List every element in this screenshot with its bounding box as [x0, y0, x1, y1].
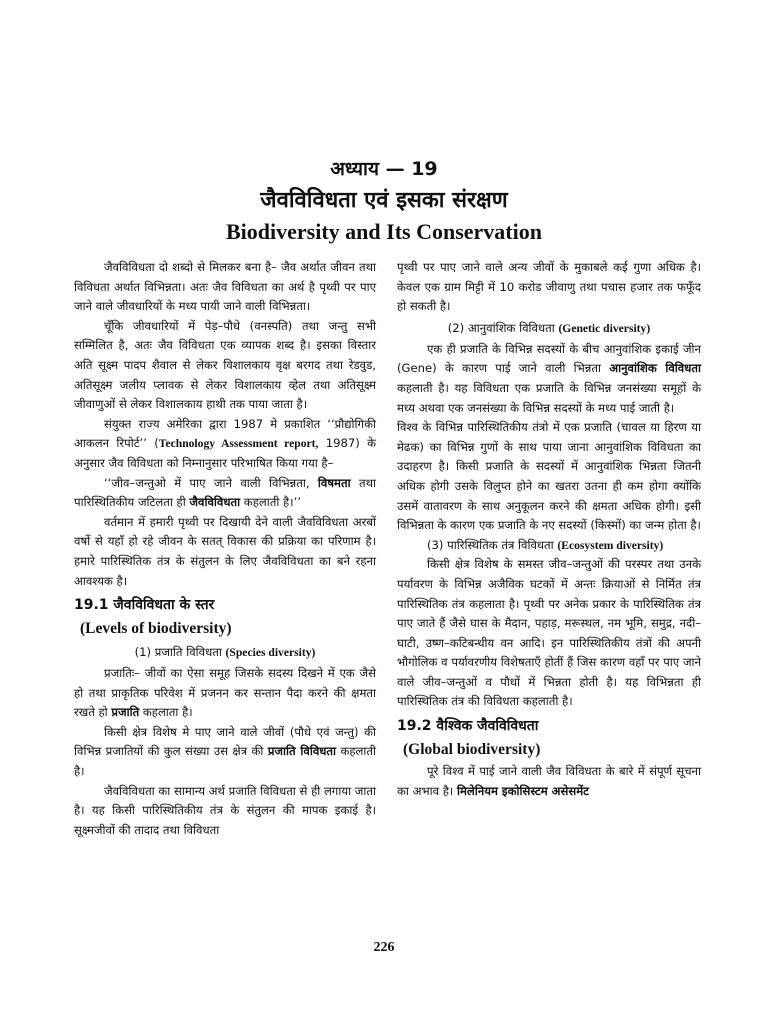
paragraph: जैवविविधता दो शब्दो से मिलकर बना है– जैव अर्थात जीवन तथा विविधता अर्थात विभिन्नता। अतः जैव विविधता का अर्थ है पृथ्वी पर पाए जाने वाले जीवधारियों के मध्य पायी जाने वाली विभिन्नता। [74, 260, 376, 314]
paragraph: संयुक्त राज्य अमेरिका द्वारा 1987 मे प्रकाशित ‘‘प्रौद्योगिकी आकलन रिपोर्ट’’ (Technology Assessment report, 1987) के अनुसार जैव विविधता को निम्नानुसार परिभाषित किया गया है– [74, 416, 376, 470]
right-column [397, 258, 701, 801]
paragraph: किसी क्षेत्र विशेष मे पाए जाने वाले जीवों (पौधे एवं जन्तु) की विभिन्न प्रजातियों की कुल संख्या उस क्षेत्र की प्रजाति विविधता कहलाती है। [74, 724, 376, 779]
paragraph: चूँकि जीवधारियों में पेड़–पौधे (वनस्पति) तथा जन्तु सभी सम्मिलित है, अतः जैव विविधता एक व्यापक शब्द है। इसका विस्तार अति सूक्ष्म पादप शैवाल से लेकर विशालकाय वृक्ष बरगद तथा रेडवुड, अतिसूक्ष्म जलीय प्लावक से लेकर विशालकाय व्हेल तथा अतिसूक्ष्म जीवाणुओं से लेकर विशालकाय हाथी तक पाया जाता है। [74, 318, 376, 412]
subsection-title: (1) प्रजाति विविधता (Species diversity) [134, 645, 316, 660]
section-title-english: (Global biodiversity) [403, 741, 541, 759]
subsection-title: (2) आनुवांशिक विविधता (Genetic diversity) [447, 320, 651, 335]
english-term: Technology Assessment report, [158, 437, 319, 451]
paragraph: प्रजातिः– जीवों का ऐसा समूह जिसके सदस्य दिखने में एक जैसे हो तथा प्राकृतिक परिवेश में प्रजनन कर सन्तान पैदा करने की क्षमता रखते हो प्रजाति कहलाता है। [74, 666, 376, 720]
paragraph: किसी क्षेत्र विशेष के समस्त जीव–जन्तुओं की परस्पर तथा उनके पर्यावरण के विभिन्न अजैविक घटकों में अन्तः क्रियाओं से निर्मित तंत्र पारिस्थितिक तंत्र कहलाता है। पृथ्वी पर अनेक प्रकार के पारिस्थितिक तंत्र पाए जाते हैं जैसे घास के मैदान, पहाड़, मरूस्थल, नम भूमि, समुद्र, नदी–घाटी, उष्ण–कटिबन्धीय वन आदि। इन पारिस्थितिकीय तंत्रों की अपनी भौगोलिक व पर्यावरणीय विशेषताएँ होतीं हैं जिस कारण वहाँ पर पाए जाने वाले जीव–जन्तुओं व पौधों में भिन्नता होती है। यह विभिन्नता ही पारिस्थितिक तंत्र की विविधता कहलाती है। [397, 557, 701, 709]
paragraph: जैवविविधता का सामान्य अर्थ प्रजाति विविधता से ही लगाया जाता है। यह किसी पारिस्थितिकीय तंत्र के संतुलन की मापक इकाई है। सूक्ष्मजीवों की तादाद तथा विविधता [74, 783, 376, 837]
paragraph: पृथ्वी पर पाए जाने वाले अन्य जीवों के मुकाबले कई गुणा अधिक है। केवल एक ग्राम मिट्टी में 10 करोड जीवाणु तथा पचास हजार तक फफूँद हो सकती है। [397, 260, 701, 314]
paragraph: विश्व के विभिन्न पारिस्थितिकीय तंत्रो में एक प्रजाति (चावल या हिरण या मेढक) का विभिन्न गुणों के साथ पाया जाना आनुवांशिक विविधता का उदाहरण है। किसी प्रजाति के सदस्यों में आनुवांशिक भिन्नता जितनी अधिक होगी उसके विलुप्त होने का खतरा उतना ही कम होगा क्योंकि उसमें वातावरण के साथ अनुकूलन करने की क्षमता अधिक होगी। इसी विभिन्नता के कारण एक प्रजाति के नए सदस्यों (किस्मों) का जन्म होता है। [397, 420, 701, 533]
chapter-number: अध्याय — 19 [330, 158, 438, 180]
section-title: 19.1 जैवविविधता के स्तर [74, 597, 215, 614]
subsection-title: (3) पारिस्थितिक तंत्र विविधता (Ecosystem diversity) [427, 537, 664, 552]
left-column [74, 258, 376, 840]
paragraph: एक ही प्रजाति के विभिन्न सदस्यों के बीच आनुवांशिक इकाई जीन (Gene) के कारण पाई जाने वाली भिन्नता आनुवांशिक विविधता कहलाती है। यह विविधता एक प्रजाति के विभिन्न जनसंख्या समूहों के मध्य अथवा एक जनसंख्या के विभिन्न सदस्यों के मध्य पाई जाती है। [397, 341, 701, 415]
chapter-title-english: Biodiversity and Its Conservation [226, 219, 542, 244]
quote-paragraph: ‘‘जीव–जन्तुओ में पाए जाने वाली विभिन्नता, विषमता तथा पारिस्थितिकीय जटिलता ही जैवविविधता कहलाती है।’’ [74, 475, 376, 510]
chapter-title-hindi: जैवविविधता एवं इसका संरक्षण [260, 188, 508, 213]
paragraph: पूरे विश्व में पाई जाने वाली जैव विविधता के बारे में संपूर्ण सूचना का अभाव है। मिलेनियम इकोसिस्टम असेसमेंट [397, 764, 701, 798]
page-number: 226 [373, 940, 395, 955]
paragraph: वर्तमान में हमारी पृथ्वी पर दिखायी देने वाली जैवविविधता अरबों वर्षो से यहाँ हो रहे जीवन के सतत् विकास की प्रक्रिया का परिणाम है। हमारे पारिस्थितिक तंत्र के संतुलन के लिए जैवविविधता का बने रहना आवश्यक है। [74, 514, 376, 588]
section-title: 19.2 वैश्विक जैवविविधता [397, 718, 539, 735]
section-title-english: (Levels of biodiversity) [80, 620, 232, 638]
